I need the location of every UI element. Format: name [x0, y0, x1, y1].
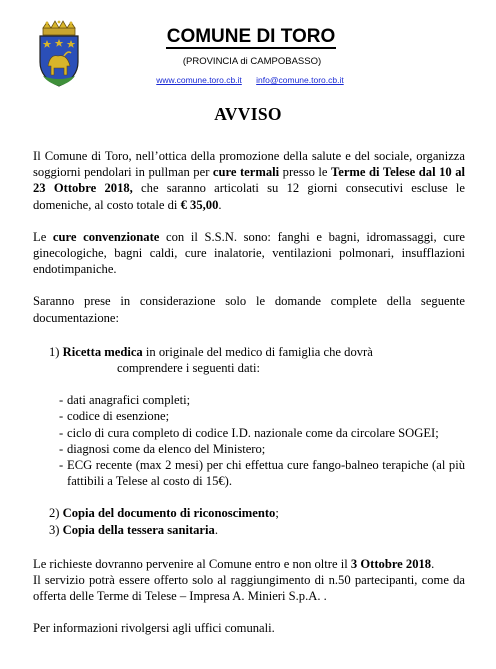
- list-item: 1) Ricetta medica in originale del medico di famiglia che dovrà: [49, 344, 373, 359]
- required-data-list: [59, 392, 465, 489]
- list-item: 3) Copia della tessera sanitaria.: [49, 522, 218, 537]
- list-item: - ECG recente (max 2 mesi) per chi effettua cure fango-balneo terapiche (al più fattibili a Telese al costo di 15€).: [59, 457, 465, 489]
- paragraph-participants: Il servizio potrà essere offerto solo al raggiungimento di n.50 partecipanti, come da offerta delle Terme di Telese – Impresa A. Minieri S.p.A. .: [33, 573, 465, 604]
- contact-links: [0, 75, 496, 85]
- list-item: - ciclo di cura completo di codice I.D. nazionale come da circolare SOGEI;: [59, 425, 465, 441]
- notice-title: AVVISO: [214, 104, 282, 124]
- paragraph-intro: Il Comune di Toro, nell’ottica della promozione della salute e del sociale, organizza soggiorni pendolari in pullman per cure termali presso le Terme di Telese dal 10 al 23 Ottobre 2018, che saranno articolati su 12 giorni consecutivi escluse le domeniche, al costo totale di € 35,00.: [33, 149, 466, 212]
- paragraph-info: Per informazioni rivolgersi agli uffici comunali.: [33, 621, 275, 636]
- page-title: COMUNE DI TORO: [166, 26, 336, 47]
- province-subtitle: (PROVINCIA di CAMPOBASSO): [182, 56, 322, 67]
- email-link[interactable]: info@comune.toro.cb.it: [256, 75, 344, 85]
- list-item-continuation: comprendere i seguenti dati:: [117, 361, 261, 376]
- list-item: - diagnosi come da elenco del Ministero;: [59, 441, 465, 457]
- list-item: 2) Copia del documento di riconoscimento;: [49, 506, 279, 521]
- paragraph-documentation: Saranno prese in considerazione solo le domande complete della seguente documentazione:: [33, 294, 465, 325]
- paragraph-treatments: Le cure convenzionate con il S.S.N. sono: fanghi e bagni, idromassaggi, cure ginecologiche, bagni caldi, cure inalatorie, ventilazioni polmonari, insufflazioni endotimpaniche.: [33, 229, 465, 277]
- list-item: - codice di esenzione;: [59, 408, 465, 424]
- notice-body: [33, 148, 465, 637]
- list-item: - dati anagrafici completi;: [59, 392, 465, 408]
- document-header: [0, 0, 496, 92]
- website-link[interactable]: www.comune.toro.cb.it: [156, 75, 242, 85]
- paragraph-deadline: Le richieste dovranno pervenire al Comune entro e non oltre il 3 Ottobre 2018.: [33, 556, 435, 571]
